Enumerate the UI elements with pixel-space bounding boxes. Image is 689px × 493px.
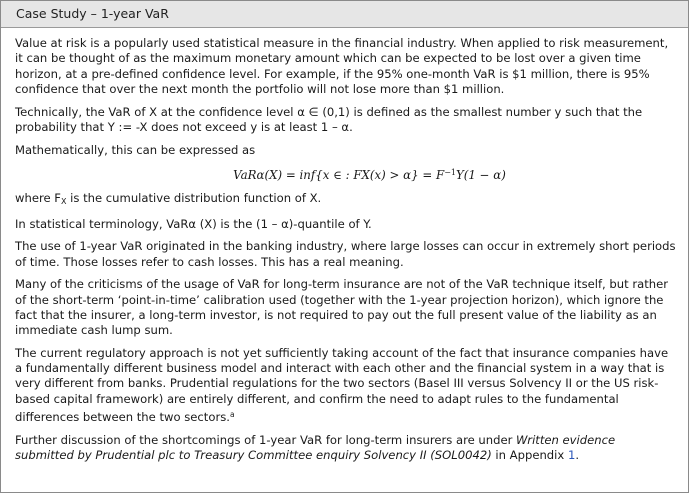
paragraph-cdf (15, 191, 676, 209)
paragraph-criticisms: Many of the criticisms of the usage of VaR for long-term insurance are not of the VaR technique itself, but rather of the short-term ‘point-in-time’ calibration used (together with the 1-year projection horizon), which ignore the fact that the insurer, a long-term investor, is not required to pay out the full present value of the liability as an immediate cash lump sum. (15, 277, 669, 338)
var-formula (15, 165, 676, 183)
paragraph-quantile: In statistical terminology, VaRα (X) is the (1 – α)-quantile of Y. (15, 216, 372, 231)
appendix-link[interactable]: 1 (567, 448, 576, 463)
paragraph-further-discussion (15, 433, 676, 464)
paragraph-var-definition: Value at risk is a popularly used statistical measure in the financial industry. When applied to risk measurement, it can be thought of as the maximum monetary amount which can be expected to be lost over a given time horizon, at a pre-defined confidence level. For example, if the 95% one-month VaR is $1 million, there is 95% confidence that over the next month the portfolio will not lose more than $1 million. (15, 36, 669, 96)
formula-rhs: Y(1 − α) (455, 168, 506, 183)
regulatory-text: The current regulatory approach is not yet sufficiently taking account of the fact that insurance companies have a fundamentally different business model and interact with each other and the financial system in a way that is very different from banks. Prudential regulations for the two sectors (Basel III versus Solvency II or the US risk-based capital framework) are entirely different, and confirm the need to adapt rules to the fundamental differences between the two sectors. (15, 345, 669, 425)
cdf-text-after: is the cumulative distribution function of X. (66, 190, 322, 205)
formula-superscript: −1 (444, 168, 456, 178)
case-study-body (1, 28, 688, 463)
evidence-title: Written evidence submitted by Prudential plc to Treasury Committee enquiry Solvency II (SOL0042) (15, 432, 616, 463)
further-text-middle: in Appendix (491, 448, 568, 463)
further-text-before: Further discussion of the shortcomings of 1-year VaR for long-term insurers are under (15, 432, 517, 447)
further-text-after: . (575, 448, 580, 463)
case-study-title: Case Study – 1-year VaR (1, 1, 688, 28)
paragraph-technical-definition: Technically, the VaR of X at the confidence level α ∈ (0,1) is defined as the smallest number y such that the probability that Y := -X does not exceed y is at least 1 – α. (15, 104, 643, 134)
cdf-subscript: X (60, 196, 67, 206)
cdf-text-before: where F (15, 190, 61, 205)
formula-lhs: VaRα(X) = inf{x ∈ : FX(x) > α} = F (233, 168, 445, 183)
paragraph-math-intro: Mathematically, this can be expressed as (15, 142, 256, 157)
paragraph-regulatory-approach (15, 346, 676, 425)
paragraph-banking-origin: The use of 1-year VaR originated in the banking industry, where large losses can occur in extremely short periods of time. Those losses refer to cash losses. This has a real meaning. (15, 239, 676, 269)
footnote-marker: a (229, 410, 235, 420)
